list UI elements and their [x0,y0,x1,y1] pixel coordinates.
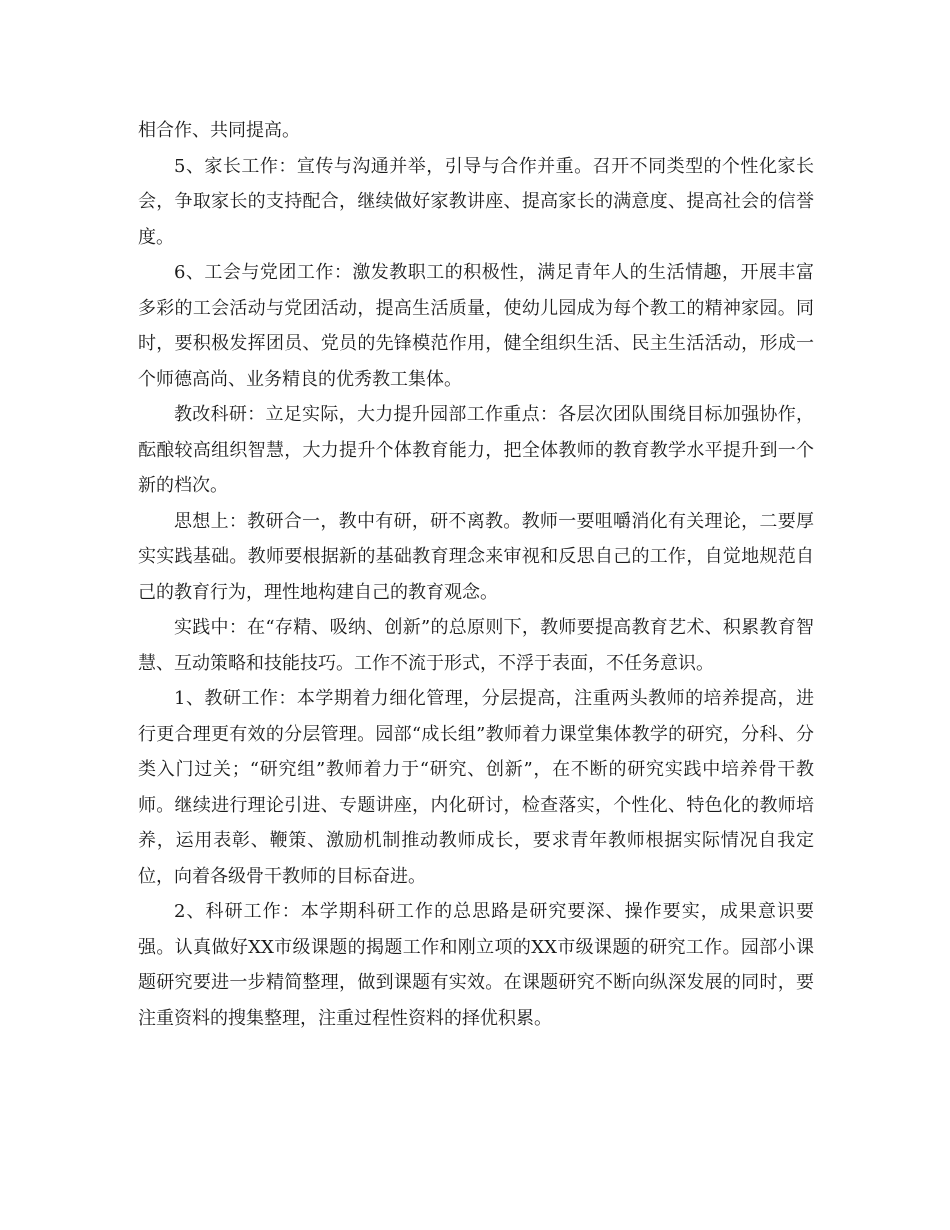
paragraph-ideology: 思想上：教研合一，教中有研，研不离教。教师一要咀嚼消化有关理论，二要厚实实践基础。教师要根据新的基础教育理念来审视和反思自己的工作，自觉地规范自己的教育行为，理性地构建自己的教育观念。 [138,510,814,603]
paragraph-practice: 实践中：在“存精、吸纳、创新”的总原则下，教师要提高教育艺术、积累教育智慧、互动策略和技能技巧。工作不流于形式，不浮于表面，不任务意识。 [138,617,814,674]
paragraph-teaching-research: 1、教研工作：本学期着力细化管理，分层提高，注重两头教师的培养提高，进行更合理更有效的分层管理。园部“成长组”教师着力课堂集体教学的研究，分科、分类入门过关；“研究组”教师着力于“研究、创新”，在不断的研究实践中培养骨干教师。继续进行理论引进、专题讲座，内化研讨，检查落实，个性化、特色化的教师培养，运用表彰、鞭策、激励机制推动教师成长，要求青年教师根据实际情况自我定位，向着各级骨干教师的目标奋进。 [138,688,814,887]
paragraph-parent-work: 5、家长工作：宣传与沟通并举，引导与合作并重。召开不同类型的个性化家长会，争取家长的支持配合，继续做好家教讲座、提高家长的满意度、提高社会的信誉度。 [138,155,814,248]
document-body [138,113,814,1036]
paragraph-continuation: 相合作、共同提高。 [138,120,300,141]
paragraph-scientific-research: 2、科研工作：本学期科研工作的总思路是研究要深、操作要实，成果意识要强。认真做好XX市级课题的揭题工作和刚立项的XX市级课题的研究工作。园部小课题研究要进一步精简整理，做到课题有实效。在课题研究不断向纵深发展的同时，要注重资料的搜集整理，注重过程性资料的择优积累。 [138,901,814,1029]
paragraph-union-party-work: 6、工会与党团工作：激发教职工的积极性，满足青年人的生活情趣，开展丰富多彩的工会活动与党团活动，提高生活质量，使幼儿园成为每个教工的精神家园。同时，要积极发挥团员、党员的先锋模范作用，健全组织生活、民主生活活动，形成一个师德高尚、业务精良的优秀教工集体。 [138,262,814,390]
paragraph-teaching-reform: 教改科研：立足实际，大力提升园部工作重点：各层次团队围绕目标加强协作，酝酿较高组织智慧，大力提升个体教育能力，把全体教师的教育教学水平提升到一个新的档次。 [138,404,814,496]
